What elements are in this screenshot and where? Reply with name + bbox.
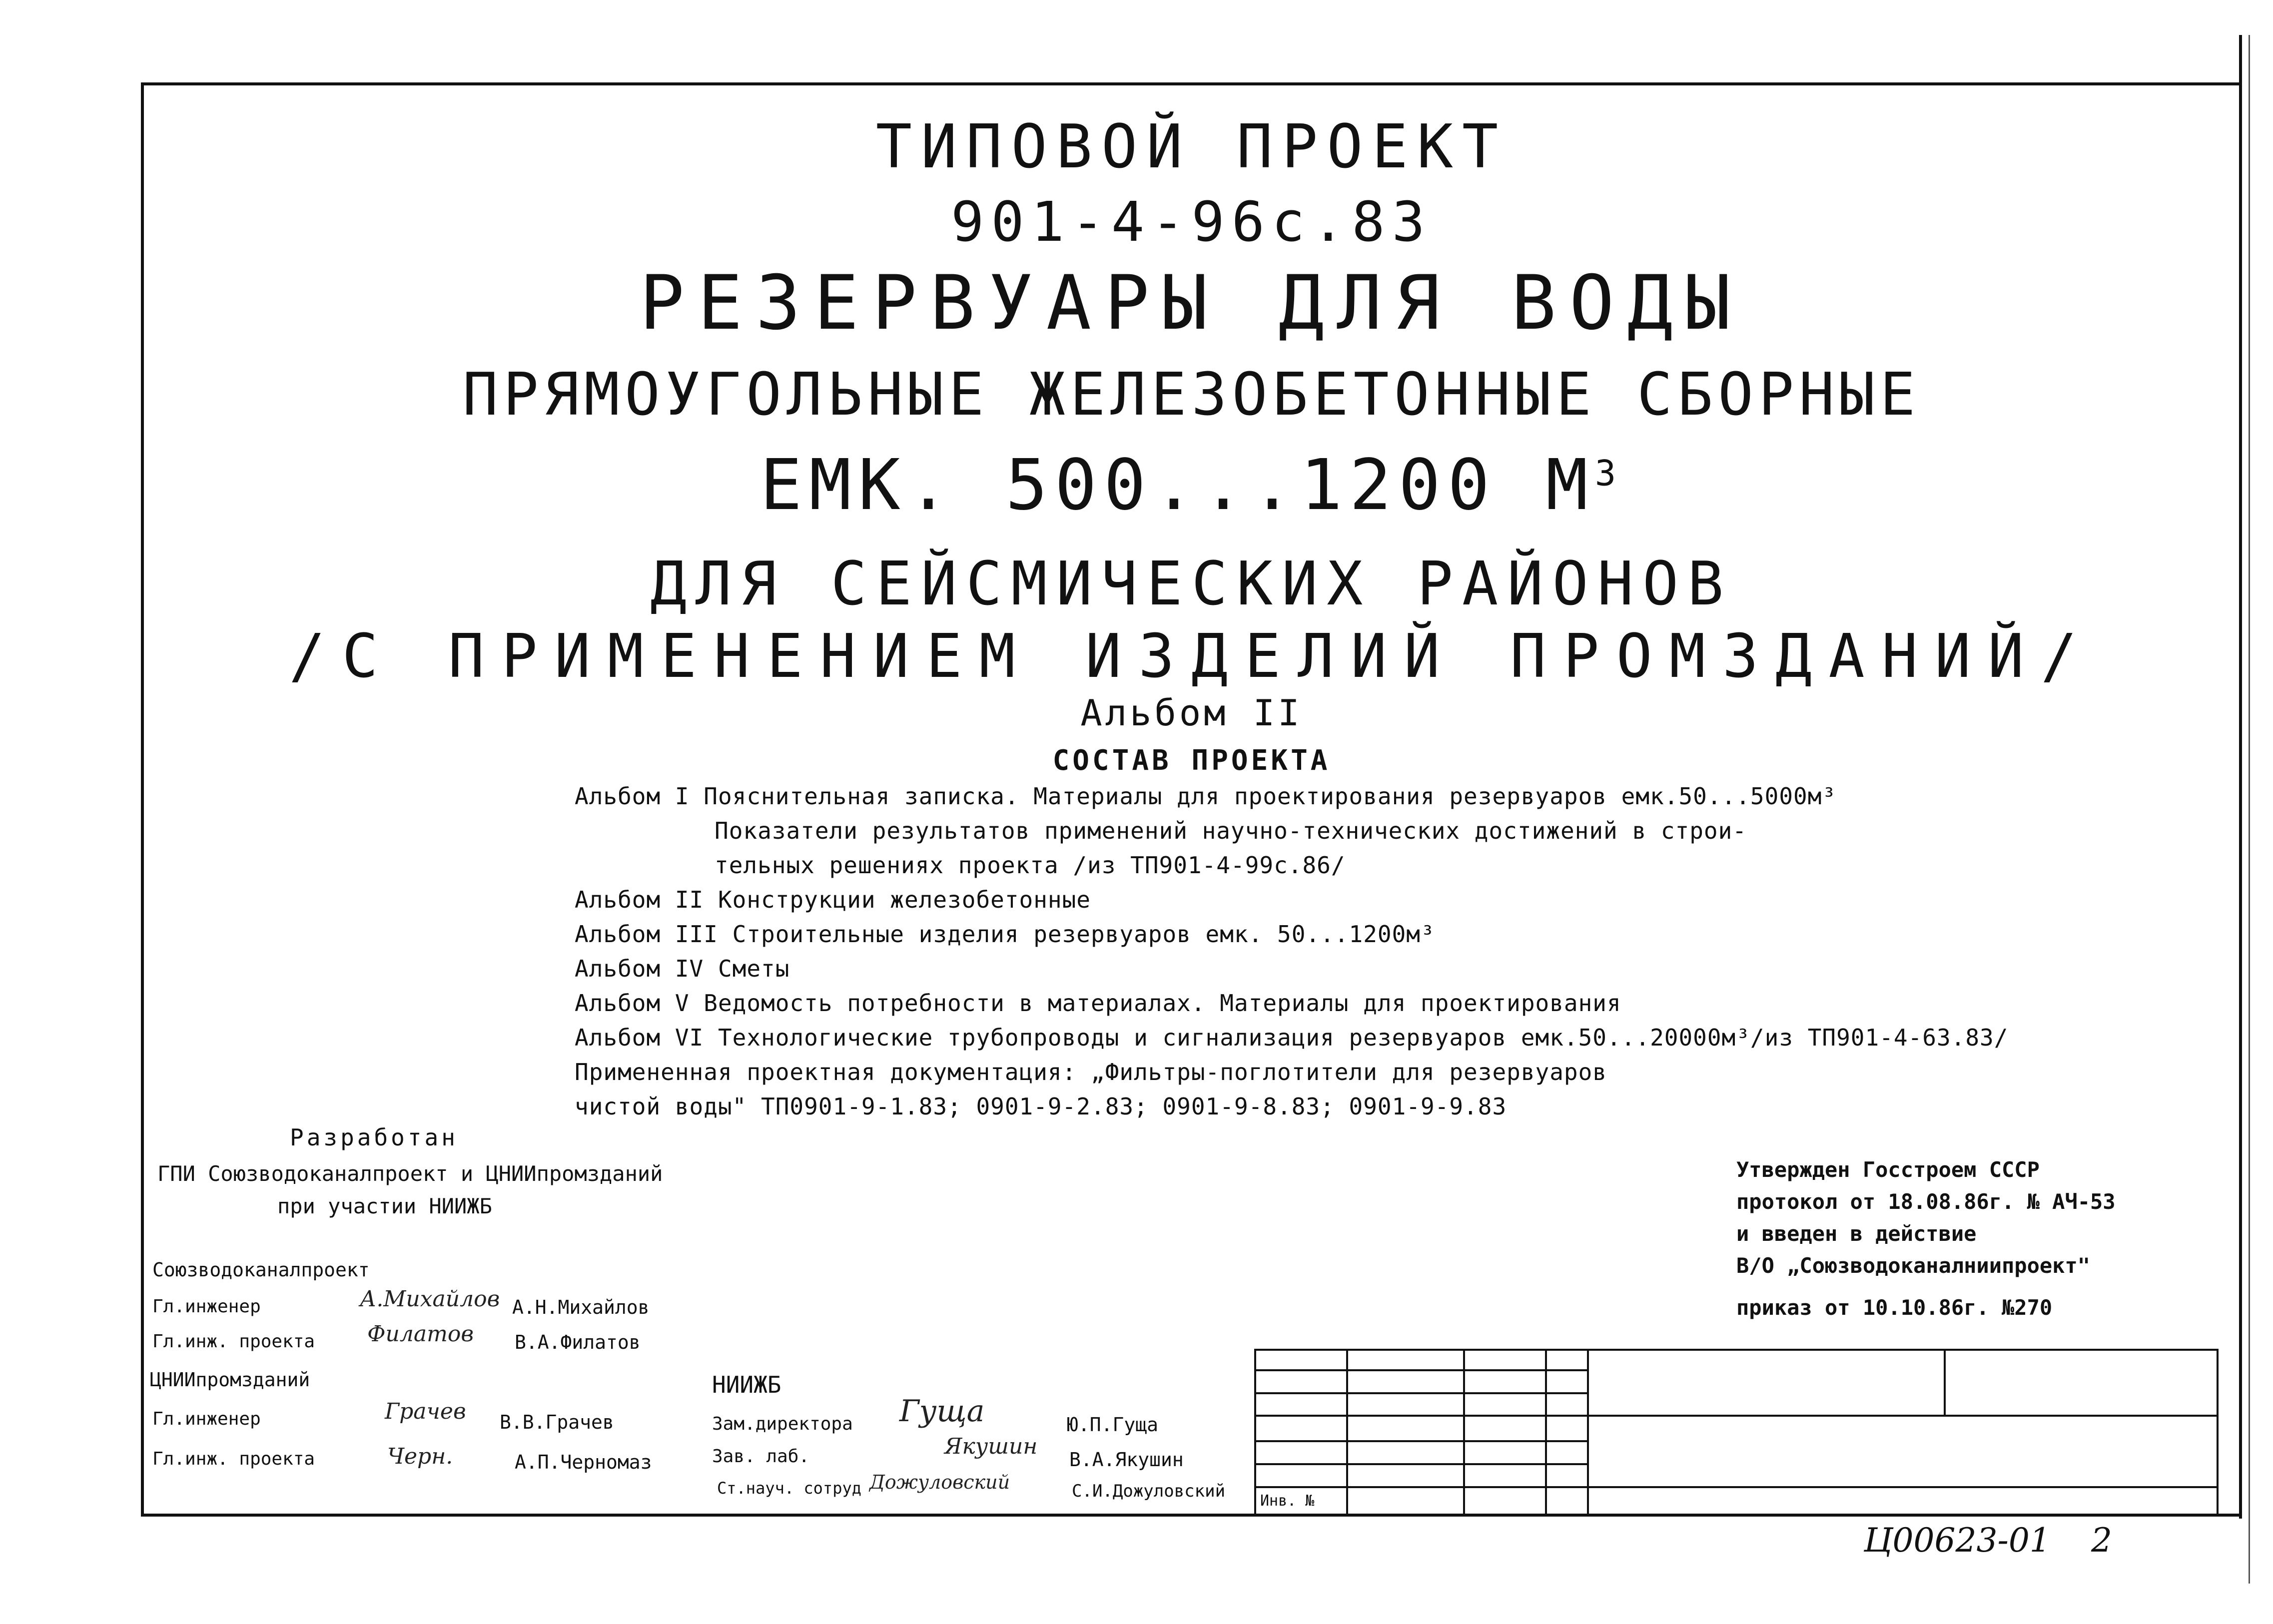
stamp-cell — [1588, 1350, 1945, 1416]
document-code: Ц00623-01 — [1864, 1521, 2051, 1560]
org2-signature: Черн. — [387, 1444, 453, 1469]
org1-role: Гл.инж. проекта — [152, 1331, 315, 1352]
stamp-cell — [1347, 1464, 1464, 1487]
approval-block — [1736, 1154, 2116, 1324]
composition-line: Показатели результатов применений научно-технических достижений в строи- — [715, 817, 1747, 844]
composition-heading: СОСТАВ ПРОЕКТА — [1052, 744, 1331, 777]
title-application: /С ПРИМЕНЕНИЕМ ИЗДЕЛИЙ ПРОМЗДАНИЙ/ — [289, 622, 2094, 691]
stamp-cell — [1546, 1370, 1588, 1393]
stamp-cell — [1464, 1487, 1546, 1515]
stamp-cell — [1464, 1441, 1546, 1464]
stamp-cell — [1347, 1441, 1464, 1464]
stamp-cell — [1464, 1464, 1546, 1487]
stamp-cell — [1546, 1350, 1588, 1370]
stamp-cell — [1588, 1487, 2218, 1515]
stamp-cell — [1464, 1393, 1546, 1416]
org1-role: Гл.инженер — [152, 1296, 261, 1317]
page-number: 2 — [2091, 1521, 2112, 1560]
stamp-cell — [1255, 1441, 1347, 1464]
org2-role: Гл.инж. проекта — [152, 1449, 315, 1469]
composition-line: Альбом I Пояснительная записка. Материалы для проектирования резервуаров емк.50...5000м³ — [575, 783, 1837, 810]
title-seismic: ДЛЯ СЕЙСМИЧЕСКИХ РАЙОНОВ — [650, 549, 1733, 619]
composition-list — [575, 779, 2008, 1124]
org2-role: Гл.инженер — [152, 1409, 261, 1429]
composition-line: Примененная проектная документация: „Фильтры-поглотители для резервуаров — [575, 1059, 1607, 1085]
composition-line: тельных решениях проекта /из ТП901-4-99с.86/ — [715, 852, 1346, 879]
album-label: Альбом II — [1080, 692, 1303, 734]
composition-line: Альбом III Строительные изделия резервуаров емк. 50...1200м³ — [575, 921, 1435, 948]
org1-signature: А.Михайлов — [360, 1286, 500, 1312]
org2-signature: Грачев — [385, 1399, 466, 1424]
developed-orgs: ГПИ Союзводоканалпроект и ЦНИИпромзданий — [157, 1161, 663, 1186]
stamp-cell — [1546, 1487, 1588, 1515]
composition-line: Альбом IV Сметы — [575, 955, 790, 982]
stamp-cell — [1347, 1416, 1464, 1441]
org3-person: Ю.П.Гуща — [1067, 1414, 1159, 1436]
org1-person: В.А.Филатов — [515, 1331, 641, 1353]
developed-participation: при участии НИИЖБ — [277, 1194, 492, 1218]
org3-person: С.И.Дожуловский — [1072, 1481, 1226, 1501]
approval-line: В/О „Союзводоканалниипроект" — [1736, 1253, 2091, 1278]
project-number: 901-4-96с.83 — [951, 190, 1432, 254]
stamp-cell — [1255, 1416, 1347, 1441]
org3-signature: Дожуловский — [869, 1471, 1010, 1493]
org2-person: В.В.Грачев — [500, 1411, 614, 1433]
org1-signature: Филатов — [367, 1321, 474, 1347]
capacity-superscript: 3 — [1594, 453, 1623, 494]
org1-person: А.Н.Михайлов — [512, 1296, 650, 1318]
stamp-cell — [1255, 1370, 1347, 1393]
approval-line: Утвержден Госстроем СССР — [1736, 1157, 2040, 1182]
stamp-cell — [1546, 1393, 1588, 1416]
stamp-cell — [1255, 1393, 1347, 1416]
stamp-cell — [1546, 1416, 1588, 1441]
org3-person: В.А.Якушин — [1069, 1449, 1184, 1471]
org3-role: Зав. лаб. — [712, 1446, 810, 1467]
stamp-cell — [1347, 1393, 1464, 1416]
stamp-cell — [1546, 1464, 1588, 1487]
title-capacity — [141, 445, 2242, 526]
org3-name: НИИЖБ — [712, 1371, 781, 1398]
org3-role: Зам.директора — [712, 1414, 853, 1434]
stamp-cell — [1347, 1370, 1464, 1393]
approval-line: приказ от 10.10.86г. №270 — [1736, 1295, 2053, 1320]
org3-signature: Якушин — [944, 1434, 1038, 1459]
stamp-cell — [1945, 1350, 2218, 1416]
frame-right-line — [2239, 35, 2242, 1519]
title-typical-project: ТИПОВОЙ ПРОЕКТ — [875, 112, 1508, 182]
stamp-cell — [1464, 1370, 1546, 1393]
composition-line: Альбом II Конструкции железобетонные — [575, 886, 1091, 913]
stamp-cell — [1464, 1416, 1546, 1441]
title-main: РЕЗЕРВУАРЫ ДЛЯ ВОДЫ — [639, 260, 1744, 347]
composition-line: чистой воды" ТП0901-9-1.83; 0901-9-2.83; 0901-9-8.83; 0901-9-9.83 — [575, 1093, 1507, 1120]
title-stamp-grid — [1254, 1349, 2219, 1516]
approval-line: протокол от 18.08.86г. № АЧ-53 — [1736, 1189, 2116, 1214]
org3-signature: Гуща — [899, 1394, 985, 1429]
title-subtitle: ПРЯМОУГОЛЬНЫЕ ЖЕЛЕЗОБЕТОННЫЕ СБОРНЫЕ — [462, 360, 1921, 429]
capacity-text: ЕМК. 500...1200 М — [759, 445, 1595, 526]
org1-name: Союзводоканалпроект — [152, 1259, 370, 1281]
stamp-cell — [1347, 1350, 1464, 1370]
approval-line: и введен в действие — [1736, 1221, 1977, 1246]
stamp-cell — [1588, 1416, 2218, 1487]
developed-heading: Разработан — [290, 1124, 458, 1151]
frame-top-line — [141, 82, 2242, 85]
stamp-cell — [1464, 1350, 1546, 1370]
composition-line: Альбом V Ведомость потребности в материалах. Материалы для проектирования — [575, 990, 1621, 1017]
stamp-cell — [1255, 1350, 1347, 1370]
stamp-cell — [1546, 1441, 1588, 1464]
composition-line: Альбом VI Технологические трубопроводы и сигнализация резервуаров емк.50...20000м³/из ТП901-4-63.83/ — [575, 1024, 2009, 1051]
sheet-edge-line — [2249, 35, 2250, 1584]
org2-person: А.П.Черномаз — [515, 1451, 652, 1473]
stamp-cell — [1347, 1487, 1464, 1515]
org3-role: Ст.науч. сотруд — [717, 1479, 861, 1498]
org2-name: ЦНИИпромзданий — [150, 1369, 310, 1391]
inventory-number-label: Инв. № — [1255, 1487, 1347, 1515]
stamp-cell — [1255, 1464, 1347, 1487]
